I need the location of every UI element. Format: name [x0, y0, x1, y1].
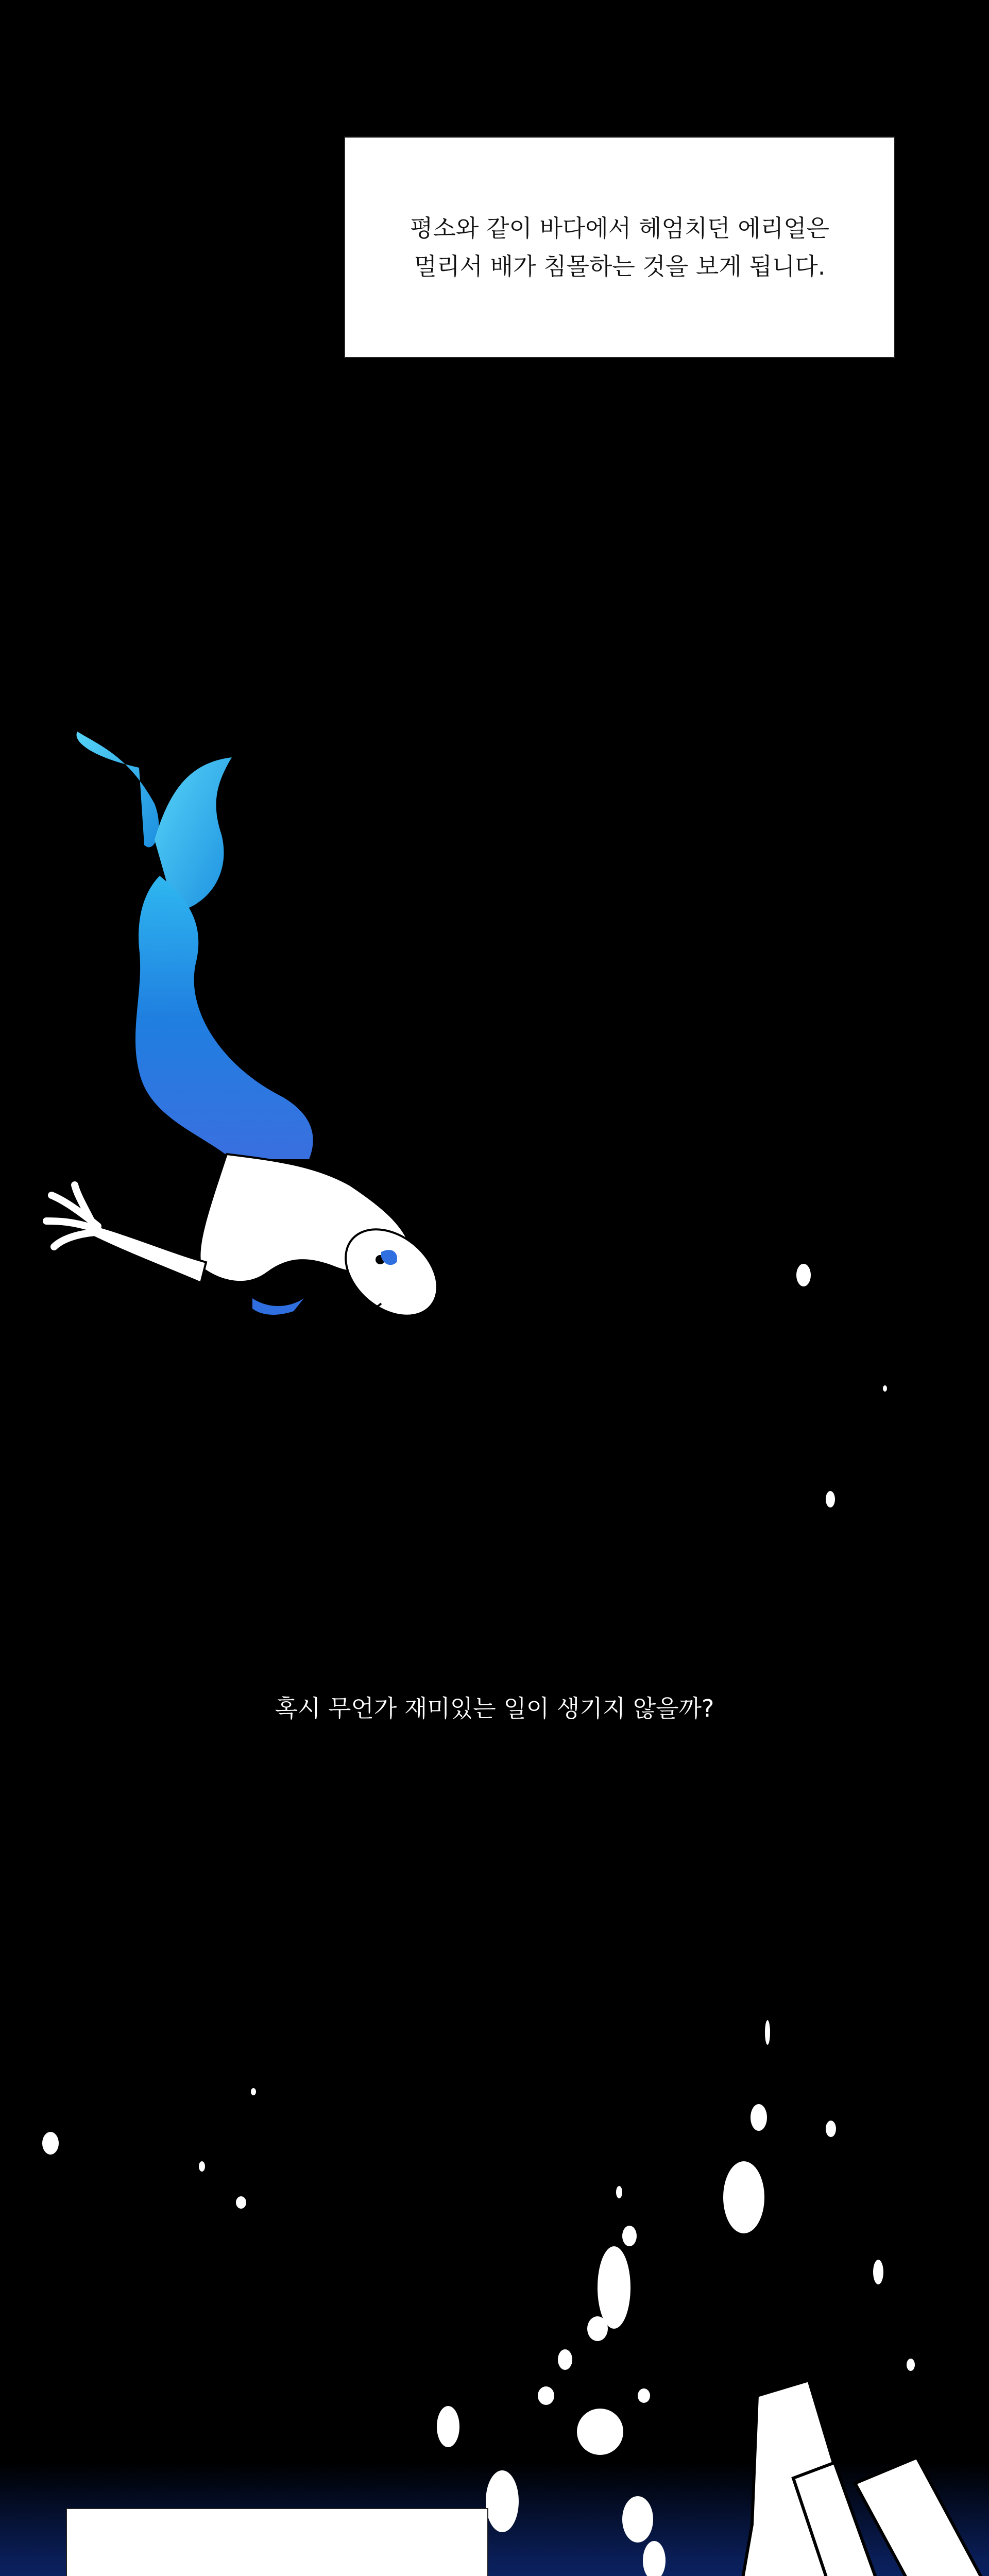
- mermaid: [46, 732, 454, 1333]
- narration-text: 혹시 무언가 재미있는 일이 생기지 않을까?: [275, 1694, 714, 1722]
- bubbles-upper: [42, 1264, 915, 2576]
- arm: [88, 1226, 206, 1283]
- caption-bottom-line1: [201, 2573, 353, 2576]
- caption-top-line1: 평소와 같이 바다에서 헤엄치던 에리얼은: [410, 214, 829, 242]
- caption-box-top: [344, 137, 895, 358]
- caption-box-bottom: [66, 2508, 488, 2576]
- hand: [46, 1185, 98, 1247]
- tail-fin-left: [77, 732, 159, 848]
- tail: [135, 876, 313, 1159]
- caption-top-line2: 멀리서 배가 침몰하는 것을 보게 됩니다.: [414, 252, 826, 280]
